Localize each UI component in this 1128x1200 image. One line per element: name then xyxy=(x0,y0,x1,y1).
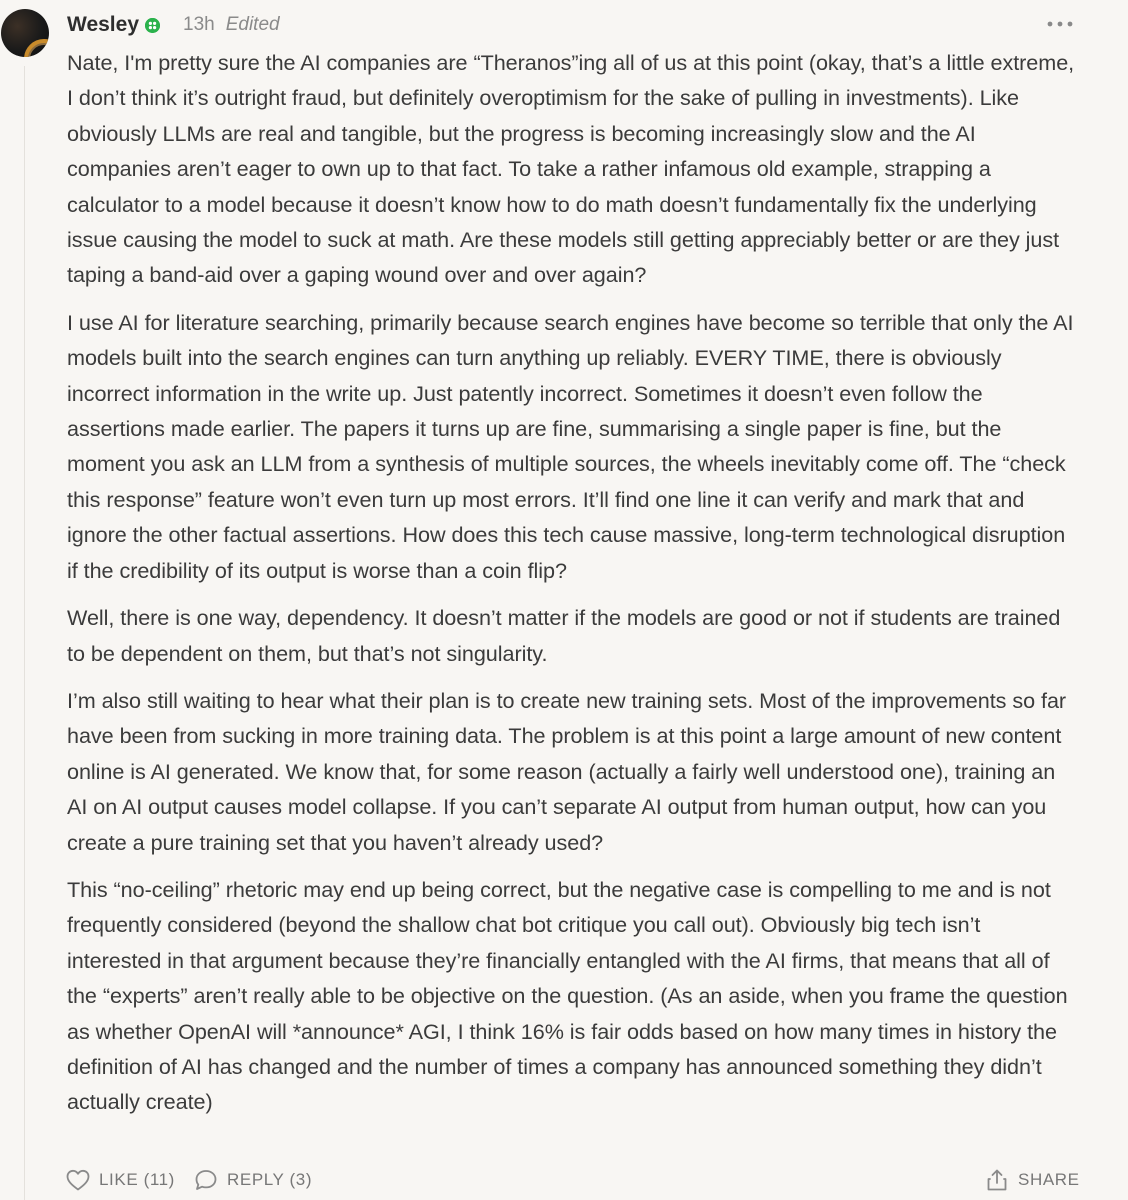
heart-icon xyxy=(66,1169,90,1191)
comment-paragraph: Nate, I'm pretty sure the AI companies are “Theranos”ing all of us at this point (okay, that’s a little extreme, I don’t think it’s outright fraud, but definitely overoptimism for the sake of pulling in investments). Like obviously LLMs are real and tangible, but the progress is becoming increasingly slow and the AI companies aren’t eager to own up to that fact. To take a rather infamous old example, strapping a calculator to a model because it doesn’t know how to do math doesn’t fundamentally fix the underlying issue causing the model to suck at math. Are these models still getting appreciably better or are they just taping a band-aid over a gaping wound over and over again? xyxy=(67,50,1075,288)
timestamp[interactable]: 13h xyxy=(183,14,215,35)
like-count-label: LIKE (11) xyxy=(99,1170,175,1189)
comment-paragraph: I’m also still waiting to hear what their plan is to create new training sets. Most of the improvements so far have been from sucking in more training data. The problem is at this point a large amount of new content online is AI generated. We know that, for some reason (actually a fairly well understood one), training an AI on AI output causes model collapse. If you can’t separate AI output from human output, how can you create a pure training set that you haven’t already used? xyxy=(67,687,1067,855)
comment-paragraph: I use AI for literature searching, primarily because search engines have become so terrible that only the AI models built into the search engines can turn anything up reliably. EVERY TIME, there is obviously incorrect information in the write up. Just patently incorrect. Sometimes it doesn’t even follow the assertions made earlier. The papers it turns up are fine, summarising a single paper is fine, but the moment you ask an LLM from a synthesis of multiple sources, the wheels inevitably come off. The “check this response” feature won’t even turn up most errors. It’ll find one line it can verify and mark that and ignore the other factual assertions. How does this tech cause massive, long-term technological disruption if the credibility of its output is worse than a coin flip? xyxy=(67,309,1074,583)
comment-body xyxy=(67,45,1077,1132)
thread-line xyxy=(24,66,25,1200)
ellipsis-icon xyxy=(1046,16,1074,32)
subscriber-badge-icon xyxy=(145,18,160,33)
author-name[interactable]: Wesley xyxy=(67,13,139,36)
avatar[interactable] xyxy=(1,9,49,57)
comment-header xyxy=(67,10,280,40)
share-label: SHARE xyxy=(1018,1170,1080,1189)
avatar-image-ring xyxy=(24,39,49,57)
reply-count-label: REPLY (3) xyxy=(227,1170,313,1189)
edited-label: Edited xyxy=(225,14,280,35)
reply-button[interactable] xyxy=(194,1166,312,1194)
share-icon xyxy=(985,1168,1009,1192)
more-options-button[interactable] xyxy=(1046,16,1074,32)
speech-bubble-icon xyxy=(194,1169,218,1191)
share-button[interactable] xyxy=(985,1166,1080,1194)
comment-actions xyxy=(66,1166,1080,1194)
like-button[interactable] xyxy=(66,1166,175,1194)
comment-paragraph: Well, there is one way, dependency. It doesn’t matter if the models are good or not if students are trained to be dependent on them, but that’s not singularity. xyxy=(67,605,1061,666)
comment-paragraph: This “no-ceiling” rhetoric may end up being correct, but the negative case is compelling to me and is not frequently considered (beyond the shallow chat bot critique you call out). Obviously big tech isn’t interested in that argument because they’re financially entangled with the AI firms, that means that all of the “experts” aren’t really able to be objective on the question. (As an aside, when you frame the question as whether OpenAI will *announce* AGI, I think 16% is fair odds based on how many times in history the definition of AI has changed and the number of times a company has announced something they didn’t actually create) xyxy=(67,876,1068,1115)
